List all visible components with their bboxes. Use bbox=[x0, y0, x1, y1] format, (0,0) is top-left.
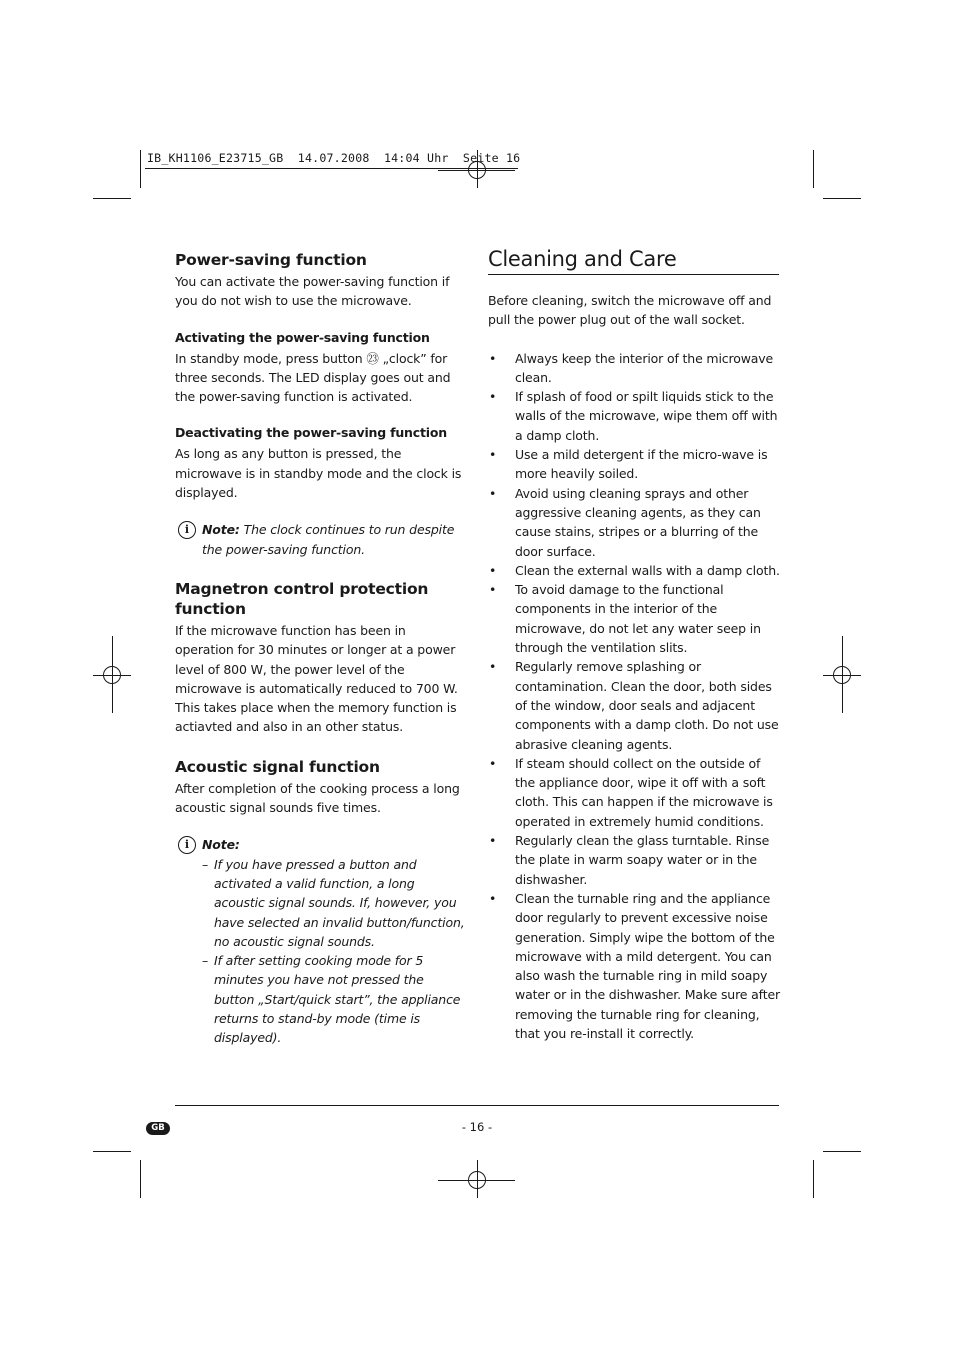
list-item: • Always keep the interior of the microwave clean. bbox=[515, 349, 780, 388]
power-saving-heading: Power-saving function bbox=[175, 251, 367, 269]
power-saving-note bbox=[175, 520, 465, 559]
list-item: • Regularly clean the glass turntable. Rinse the plate in warm soapy water or in the dishwasher. bbox=[515, 831, 780, 889]
footer-rule bbox=[175, 1105, 779, 1106]
note-label: Note: bbox=[202, 837, 240, 853]
power-saving-section bbox=[175, 250, 465, 559]
list-item: – If you have pressed a button and activated a valid function, a long acoustic signal sounds. If, however, you have selected an invalid button/function, no acoustic signal sounds. bbox=[214, 855, 465, 951]
list-item: • Clean the external walls with a damp cloth. bbox=[515, 561, 780, 580]
list-item: • Use a mild detergent if the micro-wave is more heavily soiled. bbox=[515, 445, 780, 484]
acoustic-text: After completion of the cooking process a long acoustic signal sounds five times. bbox=[175, 780, 460, 816]
left-column bbox=[175, 250, 465, 1048]
activating-heading: Activating the power-saving function bbox=[175, 329, 430, 345]
list-item: • If steam should collect on the outside of the appliance door, wipe it off with a soft cloth. This can happen if the microwave is operated in extremely humid conditions. bbox=[515, 754, 780, 831]
cleaning-bullet-list bbox=[488, 349, 780, 1044]
crop-mark-bottom-right-vertical bbox=[813, 1160, 814, 1198]
list-item: – If after setting cooking mode for 5 minutes you have not pressed the button „Start/quick start”, the appliance returns to stand-by mode (time is displayed). bbox=[214, 951, 465, 1047]
info-icon: i bbox=[178, 836, 196, 854]
list-item: • Avoid using cleaning sprays and other aggressive cleaning agents, as they can cause stains, stripes or a blurring of the door surface. bbox=[515, 484, 780, 561]
crop-mark-bottom-left-horizontal bbox=[93, 1151, 131, 1152]
magnetron-heading: Magnetron control protection function bbox=[175, 579, 429, 618]
crop-mark-top-right-vertical bbox=[813, 150, 814, 188]
page-title: Cleaning and Care bbox=[488, 247, 677, 271]
crop-mark-top-right-horizontal bbox=[823, 198, 861, 199]
power-saving-intro: You can activate the power-saving function if you do not wish to use the microwave. bbox=[175, 274, 450, 309]
note-text: The clock continues to run despite the power-saving function. bbox=[202, 522, 455, 557]
crop-mark-bottom-left-vertical bbox=[140, 1160, 141, 1198]
deactivating-heading: Deactivating the power-saving function bbox=[175, 425, 447, 441]
magnetron-section bbox=[175, 579, 465, 737]
crop-mark-top-left-vertical bbox=[140, 150, 141, 188]
list-item: • Clean the turnable ring and the appliance door regularly to prevent excessive noise generation. Simply wipe the bottom of the microwave with a mild detergent. You can also wash the turnable ring in mild soapy water or in the dishwasher. Make sure after removing the turnable ring for cleaning, that you re-install it correctly. bbox=[515, 889, 780, 1043]
language-badge: GB bbox=[146, 1122, 170, 1135]
print-slug-underline bbox=[145, 168, 518, 169]
list-item: • To avoid damage to the functional components in the interior of the microwave, do not let any water seep in through the ventilation slits. bbox=[515, 580, 780, 657]
note-label: Note: bbox=[202, 522, 240, 538]
activating-text: In standby mode, press button ㉓ „clock” for three seconds. The LED display goes out and the power-saving function is activated. bbox=[175, 350, 451, 405]
acoustic-section bbox=[175, 757, 465, 1048]
crop-mark-top-left-horizontal bbox=[93, 198, 131, 199]
page-number: - 16 - bbox=[461, 1120, 493, 1134]
cleaning-intro: Before cleaning, switch the microwave off and pull the power plug out of the wall socket. bbox=[488, 293, 772, 328]
right-column bbox=[488, 246, 780, 1043]
list-item: • If splash of food or spilt liquids stick to the walls of the microwave, wipe them off with a damp cloth. bbox=[515, 387, 780, 445]
crop-mark-bottom-right-horizontal bbox=[823, 1151, 861, 1152]
list-item: • Regularly remove splashing or contamination. Clean the door, both sides of the window, door seals and adjacent components with a damp cloth. Do not use abrasive cleaning agents. bbox=[515, 657, 780, 753]
acoustic-note-list bbox=[175, 855, 465, 1048]
acoustic-heading: Acoustic signal function bbox=[175, 757, 380, 776]
magnetron-text: If the microwave function has been in operation for 30 minutes or longer at a power level of 800 W, the power level of the microwave is automatically reduced to 700 W. This takes place when the memory function is actiavted and also in an other status. bbox=[175, 622, 458, 735]
info-icon: i bbox=[178, 521, 196, 539]
print-slug: IB_KH1106_E23715_GB 14.07.2008 14:04 Uhr Seite 16 bbox=[147, 151, 521, 165]
acoustic-note bbox=[175, 835, 465, 854]
deactivating-text: As long as any button is pressed, the microwave is in standby mode and the clock is displayed. bbox=[175, 446, 462, 501]
